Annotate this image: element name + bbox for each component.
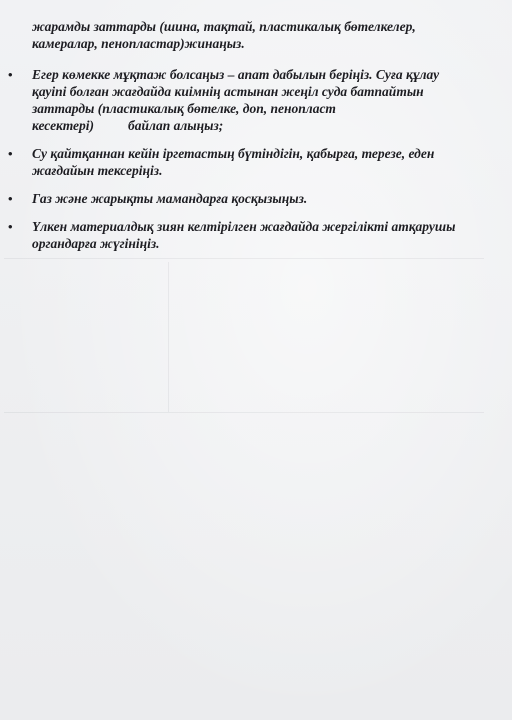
bleed-through-line	[4, 412, 484, 413]
text-line: жарамды заттарды (шина, тақтай, пластикалық бөтелкелер,	[32, 19, 416, 34]
text-line: Су қайтқаннан кейін іргетастың бүтіндігін, қабырға, терезе, еден	[32, 146, 435, 161]
text-line: Егер көмекке мұқтаж болсаңыз – апат дабылын беріңіз. Суға құлау	[32, 67, 440, 82]
document-text	[8, 18, 480, 263]
text-line: камералар, пенопластар)жинаңыз.	[32, 36, 245, 51]
bullet-icon: •	[8, 67, 13, 82]
text-line: органдарға жүгініңіз.	[32, 236, 160, 251]
bullet-icon: •	[8, 219, 13, 234]
text-line: қауіпі болған жағдайда киімнің астынан жеңіл суда батпайтын	[32, 84, 424, 99]
list-item	[8, 66, 480, 134]
bleed-through-line	[168, 262, 169, 412]
list-item	[8, 190, 480, 207]
text-fragment: кесектері)	[32, 118, 95, 133]
text-line: Үлкен материалдық зиян келтірілген жағдайда жергілікті атқарушы	[32, 219, 456, 234]
instruction-list	[8, 66, 480, 252]
bullet-icon: •	[8, 146, 13, 161]
bullet-icon: •	[8, 191, 13, 206]
text-line-split	[32, 117, 480, 134]
text-line: жағдайын тексеріңіз.	[32, 163, 163, 178]
lead-paragraph	[30, 18, 480, 52]
text-line: Газ және жарықты мамандарға қосқызыңыз.	[32, 191, 308, 206]
text-fragment: байлап алыңыз;	[128, 118, 224, 133]
list-item	[8, 218, 480, 252]
text-line: заттарды (пластикалық бөтелке, доп, пенопласт	[32, 101, 336, 116]
list-item	[8, 145, 480, 179]
